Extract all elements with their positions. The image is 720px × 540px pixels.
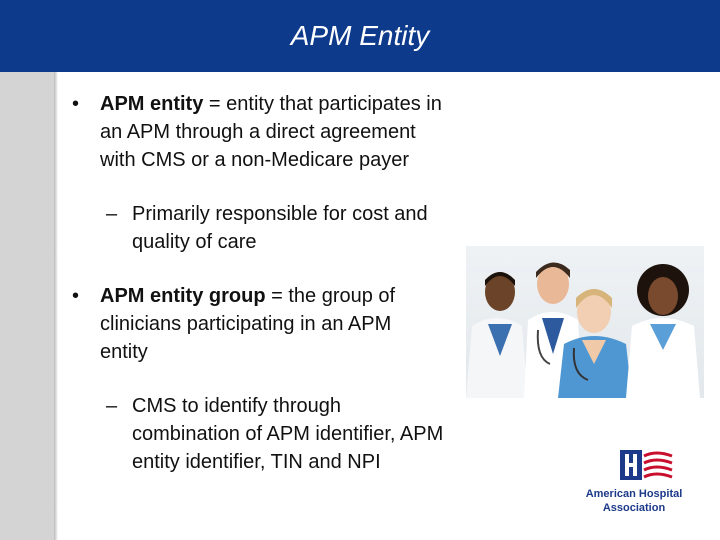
clinician-figure [626, 264, 700, 398]
sub-bullet-identification [132, 392, 443, 476]
bullet-definition: = the group of [265, 285, 396, 307]
aha-logo-mark [568, 446, 700, 486]
bullet-line: an APM through a direct agreement [100, 121, 416, 143]
sub-bullet-line: combination of APM identifier, APM [132, 423, 444, 445]
aha-logo-text-line2: Association [602, 502, 666, 514]
bullet-marker: • [72, 285, 80, 307]
bullet-line [100, 90, 442, 118]
sub-bullet-line: CMS to identify through [132, 395, 341, 417]
slide-title: APM Entity [290, 20, 430, 51]
bullet-definition: = entity that participates in [203, 93, 442, 115]
bullet-term: APM entity group [100, 285, 266, 307]
sub-bullet-line: quality of care [132, 231, 257, 253]
bullet-line: with CMS or a non-Medicare payer [100, 149, 410, 171]
sidebar-shadow [54, 72, 58, 540]
bullet-term: APM entity [100, 93, 204, 115]
sub-bullet-marker: – [106, 395, 118, 417]
sub-bullet-line: Primarily responsible for cost and [132, 203, 428, 225]
bullet-line: entity [100, 341, 148, 363]
bullet-line: clinicians participating in an APM [100, 313, 392, 335]
clinician-figure [466, 272, 528, 398]
aha-logo-text-line1: American Hospital [585, 488, 683, 500]
bullet-line [100, 282, 395, 310]
clinician-figure [558, 289, 632, 398]
bullet-apm-entity-group [100, 282, 395, 366]
sub-bullet-line: entity identifier, TIN and NPI [132, 451, 381, 473]
title-bar [0, 0, 720, 72]
bullet-apm-entity [100, 90, 442, 174]
clinicians-photo [466, 246, 704, 398]
aha-logo [568, 446, 700, 518]
sub-bullet-marker: – [106, 203, 118, 225]
clinicians-illustration [466, 246, 704, 398]
sub-bullet-responsibility [132, 200, 428, 256]
left-sidebar-band [0, 72, 54, 540]
bullet-marker: • [72, 93, 80, 115]
